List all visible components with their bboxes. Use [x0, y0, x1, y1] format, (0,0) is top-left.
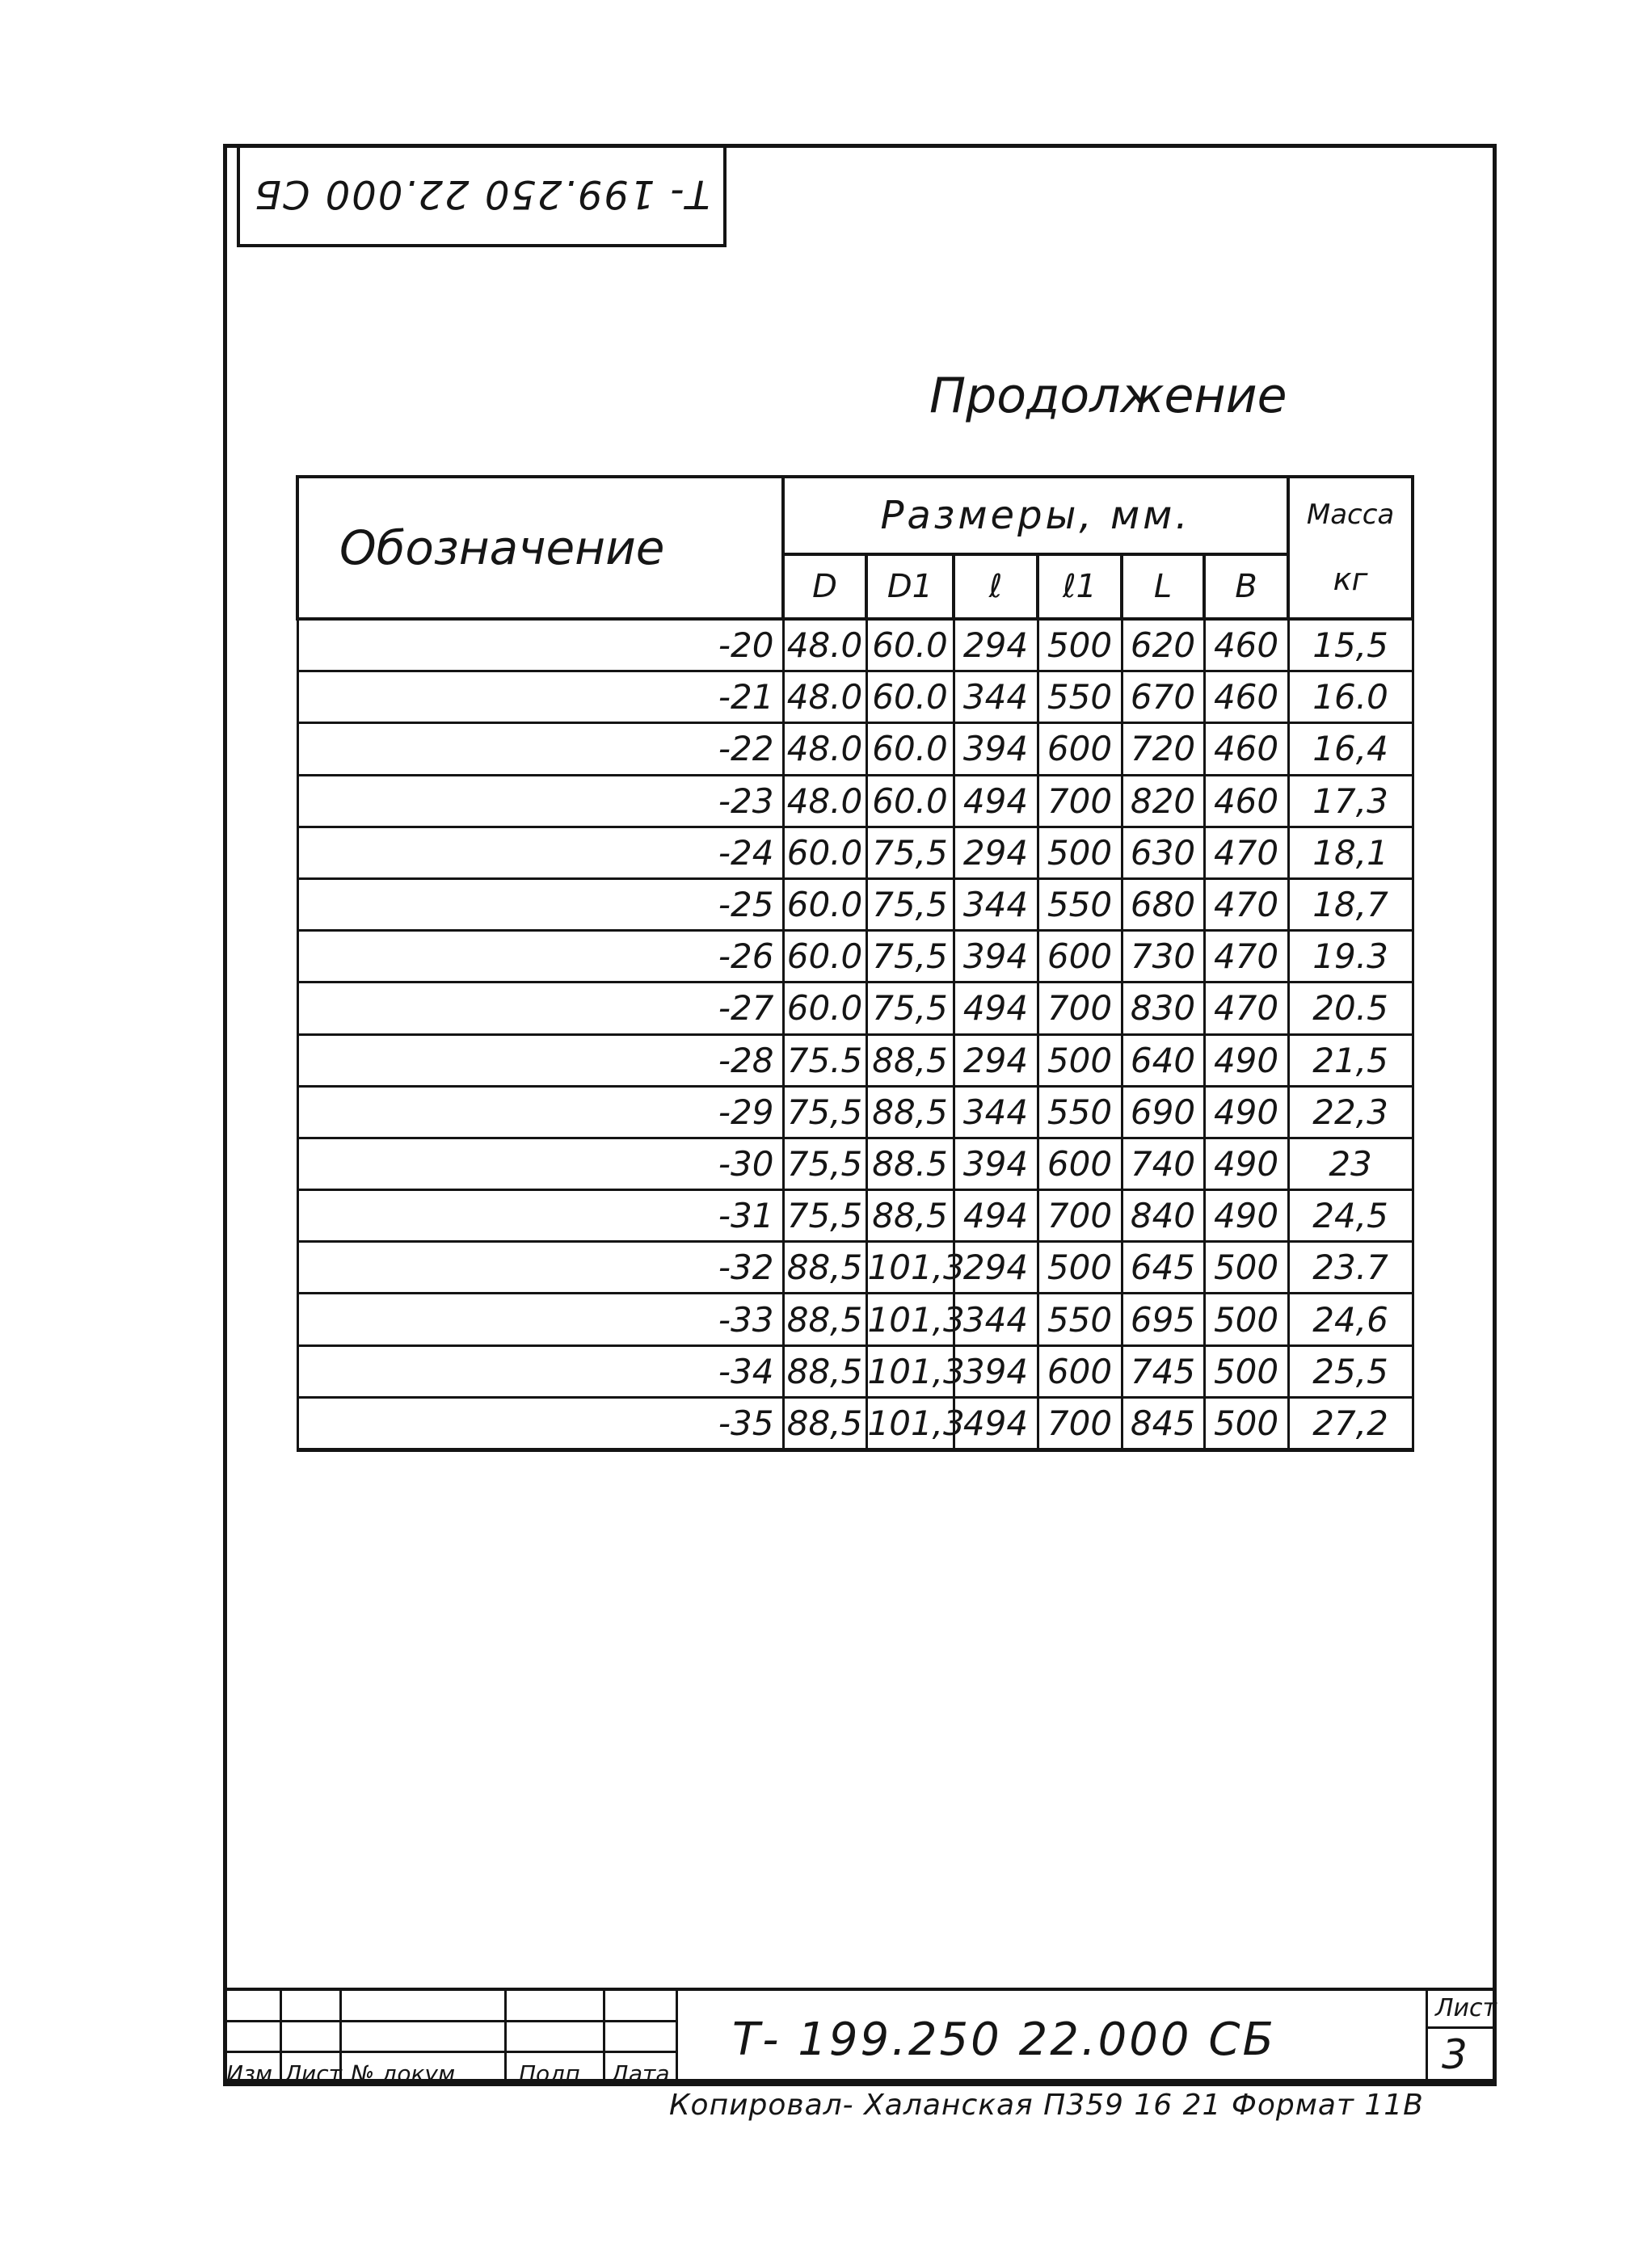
cell-l1: 500 — [1038, 1034, 1122, 1086]
col-header-l: ℓ — [954, 554, 1038, 619]
cell-l: 344 — [954, 1294, 1038, 1345]
cell-code: -21 — [297, 671, 783, 723]
table-row — [297, 1345, 1413, 1397]
cell-d1: 88,5 — [866, 1086, 954, 1138]
designation-header: Обозначение — [297, 477, 783, 619]
cell-l: 394 — [954, 931, 1038, 983]
table-row — [297, 723, 1413, 775]
dimensions-table — [296, 475, 1414, 1452]
cell-b: 460 — [1204, 775, 1288, 827]
cell-len: 820 — [1122, 775, 1204, 827]
cell-code: -26 — [297, 931, 783, 983]
cell-d1: 101,3 — [866, 1397, 954, 1450]
mass-unit: кг — [1333, 562, 1368, 597]
cell-code: -24 — [297, 827, 783, 878]
cell-b: 500 — [1204, 1294, 1288, 1345]
cell-d1: 75,5 — [866, 983, 954, 1034]
cell-len: 695 — [1122, 1294, 1204, 1345]
cell-b: 490 — [1204, 1138, 1288, 1189]
cell-d1: 88,5 — [866, 1190, 954, 1242]
cell-len: 720 — [1122, 723, 1204, 775]
cell-mass: 17,3 — [1288, 775, 1413, 827]
cell-len: 740 — [1122, 1138, 1204, 1189]
cell-mass: 25,5 — [1288, 1345, 1413, 1397]
cell-mass: 18,7 — [1288, 878, 1413, 930]
cell-code: -34 — [297, 1345, 783, 1397]
cell-d: 48.0 — [783, 671, 866, 723]
cell-len: 730 — [1122, 931, 1204, 983]
cell-l1: 550 — [1038, 1086, 1122, 1138]
cell-d: 88,5 — [783, 1397, 866, 1450]
col-header-d1: D1 — [866, 554, 954, 619]
col-header-len: L — [1122, 554, 1204, 619]
cell-mass: 23 — [1288, 1138, 1413, 1189]
cell-code: -33 — [297, 1294, 783, 1345]
table-row — [297, 671, 1413, 723]
cell-b: 460 — [1204, 671, 1288, 723]
table-row — [297, 1190, 1413, 1242]
cell-l: 294 — [954, 1034, 1038, 1086]
cell-d1: 88.5 — [866, 1138, 954, 1189]
cell-mass: 21,5 — [1288, 1034, 1413, 1086]
cell-d: 75,5 — [783, 1138, 866, 1189]
table-row — [297, 619, 1413, 671]
cell-b: 490 — [1204, 1190, 1288, 1242]
cell-l: 344 — [954, 1086, 1038, 1138]
cell-d: 88,5 — [783, 1345, 866, 1397]
caption-signature: Подп — [519, 2060, 580, 2087]
cell-d1: 60.0 — [866, 619, 954, 671]
cell-l1: 500 — [1038, 1242, 1122, 1294]
cell-l: 344 — [954, 671, 1038, 723]
cell-code: -28 — [297, 1034, 783, 1086]
cell-len: 640 — [1122, 1034, 1204, 1086]
cell-code: -22 — [297, 723, 783, 775]
cell-d: 48.0 — [783, 619, 866, 671]
cell-mass: 16,4 — [1288, 723, 1413, 775]
cell-d1: 101,3 — [866, 1294, 954, 1345]
caption-sheet: Лист — [284, 2060, 342, 2087]
table-row — [297, 983, 1413, 1034]
table-row — [297, 1242, 1413, 1294]
cell-l1: 550 — [1038, 878, 1122, 930]
cell-l1: 600 — [1038, 723, 1122, 775]
cell-d1: 101,3 — [866, 1242, 954, 1294]
cell-l1: 600 — [1038, 1345, 1122, 1397]
caption-change: Изм — [226, 2060, 272, 2087]
cell-l: 394 — [954, 723, 1038, 775]
mass-label: Масса — [1306, 499, 1395, 531]
cell-l1: 550 — [1038, 1294, 1122, 1345]
cell-len: 830 — [1122, 983, 1204, 1034]
cell-l1: 500 — [1038, 827, 1122, 878]
cell-b: 490 — [1204, 1086, 1288, 1138]
cell-d: 88,5 — [783, 1242, 866, 1294]
cell-l: 394 — [954, 1345, 1038, 1397]
top-stamp — [237, 144, 727, 247]
cell-l: 494 — [954, 775, 1038, 827]
cell-code: -20 — [297, 619, 783, 671]
cell-d1: 75,5 — [866, 827, 954, 878]
cell-d1: 60.0 — [866, 723, 954, 775]
cell-code: -25 — [297, 878, 783, 930]
cell-d1: 75,5 — [866, 931, 954, 983]
cell-d1: 75,5 — [866, 878, 954, 930]
cell-l1: 600 — [1038, 931, 1122, 983]
cell-b: 500 — [1204, 1345, 1288, 1397]
cell-l: 394 — [954, 1138, 1038, 1189]
cell-l1: 700 — [1038, 1190, 1122, 1242]
cell-mass: 15,5 — [1288, 619, 1413, 671]
cell-len: 645 — [1122, 1242, 1204, 1294]
cell-l1: 500 — [1038, 619, 1122, 671]
cell-d: 60.0 — [783, 931, 866, 983]
cell-len: 745 — [1122, 1345, 1204, 1397]
mass-header — [1288, 477, 1413, 619]
copy-stamp: Копировал- Халанская П359 16 21 Формат 11В — [669, 2089, 1424, 2122]
cell-b: 460 — [1204, 619, 1288, 671]
cell-b: 500 — [1204, 1242, 1288, 1294]
cell-l1: 700 — [1038, 983, 1122, 1034]
cell-len: 670 — [1122, 671, 1204, 723]
cell-len: 630 — [1122, 827, 1204, 878]
cell-l1: 700 — [1038, 775, 1122, 827]
cell-mass: 19.3 — [1288, 931, 1413, 983]
cell-len: 840 — [1122, 1190, 1204, 1242]
cell-d: 60.0 — [783, 983, 866, 1034]
cell-d: 48.0 — [783, 775, 866, 827]
table-row — [297, 878, 1413, 930]
table-row — [297, 775, 1413, 827]
cell-code: -27 — [297, 983, 783, 1034]
cell-mass: 24,5 — [1288, 1190, 1413, 1242]
cell-d1: 60.0 — [866, 775, 954, 827]
cell-code: -31 — [297, 1190, 783, 1242]
caption-doc-number: № докум — [351, 2060, 456, 2087]
cell-mass: 27,2 — [1288, 1397, 1413, 1450]
title-block — [223, 1988, 1497, 2087]
cell-mass: 24,6 — [1288, 1294, 1413, 1345]
cell-b: 470 — [1204, 931, 1288, 983]
page-heading: Продолжение — [929, 368, 1287, 424]
cell-mass: 22,3 — [1288, 1086, 1413, 1138]
cell-b: 470 — [1204, 983, 1288, 1034]
cell-code: -35 — [297, 1397, 783, 1450]
cell-code: -23 — [297, 775, 783, 827]
cell-b: 490 — [1204, 1034, 1288, 1086]
cell-l: 494 — [954, 1190, 1038, 1242]
col-header-b: B — [1204, 554, 1288, 619]
cell-d: 60.0 — [783, 878, 866, 930]
cell-code: -30 — [297, 1138, 783, 1189]
top-stamp-code: Т- 199.250 22.000 СБ — [253, 171, 710, 217]
cell-l1: 600 — [1038, 1138, 1122, 1189]
cell-b: 500 — [1204, 1397, 1288, 1450]
cell-len: 845 — [1122, 1397, 1204, 1450]
cell-l: 494 — [954, 983, 1038, 1034]
cell-b: 460 — [1204, 723, 1288, 775]
cell-d1: 101,3 — [866, 1345, 954, 1397]
sizes-header: Размеры, мм. — [783, 477, 1288, 554]
table-row — [297, 1034, 1413, 1086]
caption-date: Дата — [611, 2060, 670, 2087]
col-header-l1: ℓ1 — [1038, 554, 1122, 619]
cell-b: 470 — [1204, 878, 1288, 930]
cell-l1: 700 — [1038, 1397, 1122, 1450]
cell-d1: 88,5 — [866, 1034, 954, 1086]
cell-mass: 20.5 — [1288, 983, 1413, 1034]
cell-d1: 60.0 — [866, 671, 954, 723]
cell-mass: 18,1 — [1288, 827, 1413, 878]
table-row — [297, 931, 1413, 983]
cell-len: 620 — [1122, 619, 1204, 671]
cell-l: 294 — [954, 1242, 1038, 1294]
cell-l: 294 — [954, 827, 1038, 878]
table-row — [297, 1138, 1413, 1189]
cell-d: 88,5 — [783, 1294, 866, 1345]
cell-l1: 550 — [1038, 671, 1122, 723]
cell-d: 75,5 — [783, 1190, 866, 1242]
cell-d: 60.0 — [783, 827, 866, 878]
cell-d: 75,5 — [783, 1086, 866, 1138]
table-row — [297, 1086, 1413, 1138]
cell-mass: 23.7 — [1288, 1242, 1413, 1294]
cell-len: 680 — [1122, 878, 1204, 930]
table-row — [297, 1397, 1413, 1450]
cell-code: -29 — [297, 1086, 783, 1138]
col-header-d: D — [783, 554, 866, 619]
cell-mass: 16.0 — [1288, 671, 1413, 723]
table-row — [297, 827, 1413, 878]
document-code: Т- 199.250 22.000 СБ — [732, 2013, 1276, 2066]
cell-code: -32 — [297, 1242, 783, 1294]
sheet-caption: Лист — [1435, 1994, 1497, 2022]
cell-l: 344 — [954, 878, 1038, 930]
cell-l: 294 — [954, 619, 1038, 671]
cell-b: 470 — [1204, 827, 1288, 878]
cell-d: 48.0 — [783, 723, 866, 775]
sheet-number: 3 — [1442, 2031, 1468, 2078]
cell-len: 690 — [1122, 1086, 1204, 1138]
cell-l: 494 — [954, 1397, 1038, 1450]
cell-d: 75.5 — [783, 1034, 866, 1086]
table-body — [297, 619, 1413, 1450]
table-row — [297, 1294, 1413, 1345]
